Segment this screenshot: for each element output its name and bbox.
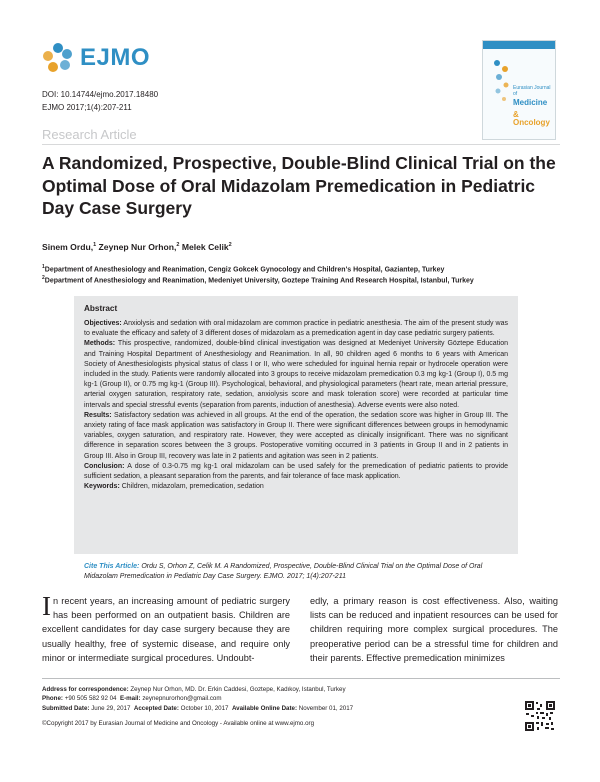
doi[interactable]: DOI: 10.14744/ejmo.2017.18480 xyxy=(42,90,159,99)
email-link[interactable]: zeynepnurorhon@gmail.com xyxy=(142,695,222,702)
section-label: Research Article xyxy=(42,127,137,142)
article-title: A Randomized, Prospective, Double-Blind Clinical Trial on the Optimal Dose of Oral Midazolam Premedication in Pediatric Day Case Surgery xyxy=(42,153,556,218)
cover-band xyxy=(483,41,555,49)
abstract-objectives: Objectives: Anxiolysis and sedation with oral midazolam are common practice in pediatric anesthesia. The aim of the present study was to evaluate the efficacy and safety of 3 different doses of midazolam as a premedication agent in day case pediatric surgery patients. xyxy=(84,320,508,338)
author-1: Sinem Ordu, xyxy=(42,242,94,252)
author-3: Melek Celik xyxy=(181,242,229,252)
journal-cover xyxy=(482,40,556,140)
article-meta xyxy=(42,88,158,114)
authors: Sinem Ordu,$^1$ Zeynep Nur Orhon,$^2$ Melek Celik$^2$ xyxy=(42,242,232,252)
correspondence: Address for correspondence: Zeynep Nur Orhon, MD. Dr. Erkin Caddesi, Goztepe, Kadıkoy, Istanbul, Turkey xyxy=(42,686,346,693)
cite-text: Ordu S, Orhon Z, Celik M. A Randomized, Prospective, Double-Blind Clinical Trial on the Optimal Dose of Oral Midazolam Premedication in Pediatric Day Case Surgery. EJMO. 2017; 1(4):207-211 xyxy=(84,563,483,580)
body-column-left xyxy=(42,591,290,665)
footer-divider xyxy=(42,678,560,679)
journal-logo xyxy=(40,40,150,76)
cover-line2: Medicine xyxy=(513,98,548,107)
author-2: Zeynep Nur Orhon, xyxy=(98,242,177,252)
dates-line: Submitted Date: June 29, 2017 Accepted Date: October 10, 2017 Available Online Date: November 01, 2017 xyxy=(42,705,354,712)
affiliation-2: $^2$Department of Anesthesiology and Reanimation, Medeniyet University, Goztepe Training And Research Hospital, Istanbul, Turkey xyxy=(42,275,474,285)
cite-label: Cite This Article: xyxy=(84,563,140,570)
contact-line: Phone: +90 505 582 92 04 E-mail: zeynepnurorhon@gmail.com xyxy=(42,695,222,702)
flower-icon xyxy=(40,40,76,76)
abstract-keywords: Keywords: Children, midazolam, premedication, sedation xyxy=(84,483,264,491)
cover-flower-icon xyxy=(491,57,513,117)
drop-cap: I xyxy=(42,591,51,621)
body-column-right xyxy=(310,594,558,665)
citation-line: EJMO 2017;1(4):207-211 xyxy=(42,103,132,112)
affiliation-1: $^1$Department of Anesthesiology and Reanimation, Cengiz Gokcek Gynocology and Children's Hospital, Gaziantep, Turkey xyxy=(42,264,445,274)
abstract-conclusion: Conclusion: A dose of 0.3-0.75 mg kg-1 oral midazolam can be used safely for the premedication of pediatric patients to provide sufficient sedation, a pleasant separation from the parents, and fair tolerance of face mask application. xyxy=(84,462,509,481)
abstract-methods: Methods: This prospective, randomized, double-blind clinical investigation was designed at Medeniyet University Göztepe Education and Training Hospital Department of Anesthesiology and Reanimation. In all, 90 children aged 6 months to 6 years with American Society of Anesthesiologists physical status of class I or II, who were scheduled for inguinal hernia repair or hydrocele operation were included in the study. Patients were randomly allocated into 3 groups to receive midazolam premedication 0.3 mg kg-1 (Group I), 0.5 mg kg-1 (Group II), or 0.75 mg kg-1 (Group III). Psychological, behavioral, and physiological parameters (heart rate, mean arterial pressure, arterial oxygen saturation, respiratory rate, sedation, anxiolysis score and mask toleration score) were recorded at particular time intervals and special stressful events (separation from parents, induction of anesthesia). Adverse events were also noted. xyxy=(84,340,508,409)
qr-code-icon xyxy=(524,700,556,732)
cover-line3: & Oncology xyxy=(513,110,550,127)
body-text-right: edly, a primary reason is cost effectiveness. Also, waiting lists can be reduced and inpatient resources can be used for children requiring more complex surgical procedures. The preoperative period can be a stressful time for children and their parents. Effective premedication minimizes xyxy=(310,596,558,663)
copyright: ©Copyright 2017 by Eurasian Journal of Medicine and Oncology - Available online at www.ejmo.org xyxy=(42,720,315,727)
body-text-left: n recent years, an increasing amount of pediatric surgery has been performed on an outpatient basis. Children are excellent candidates for day case surgery because they are usually healthy, free of systemic disease, and require only minor or intermediate surgical procedures. Undoubt- xyxy=(42,596,290,663)
abstract-heading: Abstract xyxy=(84,304,118,313)
cover-line1: Eurasian Journal of xyxy=(513,85,551,97)
cite-this-article xyxy=(84,562,514,582)
section-divider xyxy=(42,144,560,145)
abstract-results: Results: Satisfactory sedation was achieved in all groups. At the end of the operation, the sedation score was higher in Group III. The anxiety rating of face mask application was satisfactory in Group II. There were significant differences between groups in hemodynamic variables, oxygen saturation, and respiratory rate. However, they were accepted as clinically insignificant. There was no significant difference in separation scores between the 3 groups. Postoperative vomiting occurred in 3 patients in Group II and in 2 patients in Group III. Also in Group III, recovery was late in 2 patients and agitation was seen in 2 patients. xyxy=(84,411,508,460)
abstract-box xyxy=(74,296,518,554)
logo-text: EJMO xyxy=(80,44,151,71)
